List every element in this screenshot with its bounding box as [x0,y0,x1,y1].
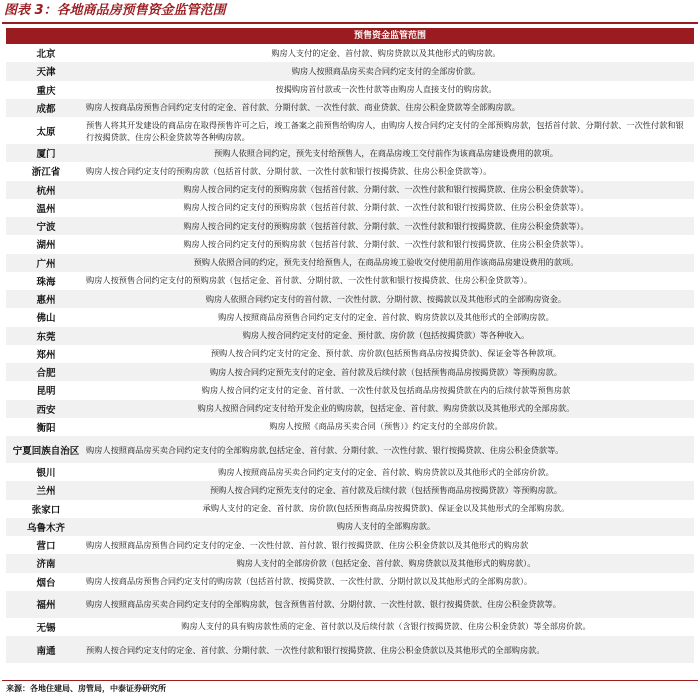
scope-cell: 预购人按合同约定支付的定金、预付款、房价款(包括预售商品房按揭贷款)、保证金等各种款项。 [210,348,562,359]
city-cell: 浙江省 [31,167,61,179]
city-cell: 衡阳 [36,422,56,434]
scope-cell: 购房人按照商品房预售合同约定支付的定金、首付款、购房贷款以及其他形式的全部购房款。 [218,311,554,322]
scope-cell: 购房人按商品房预售合同约定支付的购房款（包括首付款、按揭贷款、一次性付款、分期付款以及其他形式的全部购房款）。 [86,576,533,587]
table-row [6,573,694,591]
scope-cell: 购房人按合同约定预先支付的定金、首付款及后续付款（包括预售商品房按揭贷款）等预购房款。 [209,366,563,377]
city-cell: 银川 [36,468,56,480]
scope-cell: 购房人按照商品房买卖合同约定支付的全部购房款,包括定金、首付款、分期付款、一次性付款、银行按揭贷款、住房公积金贷款等。 [86,444,564,455]
scope-cell: 购房人按商品房预售合同约定支付的定金、首付款、分期付款、一次性付款、商业贷款、住房公积金贷款等全部购房款。 [86,102,520,113]
table-row [6,363,694,381]
table-row [6,536,694,554]
figure-title: 图表 3：各地商品房预售资金监管范围 [2,0,698,24]
city-cell: 营口 [36,541,56,553]
city-cell: 天津 [36,67,56,79]
table-row [6,272,694,290]
scope-cell: 购房人按照商品房买卖合同约定支付的全部房价款。 [291,65,481,76]
scope-cell: 预购人按合同约定支付的定金、首付款、分期付款、一次性付款和银行按揭贷款、住房公积金贷款以及其他形式的全部购房款。 [86,644,545,655]
city-cell: 福州 [36,600,56,612]
city-cell: 南通 [36,645,56,657]
table-row [6,345,694,363]
table-row [6,636,694,663]
table-row [6,181,694,199]
city-cell: 温州 [36,203,56,215]
scope-cell: 购房人按合同约定支付的定金、预付款、房价款（包括按揭贷款）等各种收入。 [242,330,530,341]
scope-cell: 预售人将其开发建设的商品房在取得预售许可之后，竣工备案之前预售给购房人，由购房人按合同约定支付的全部预购房款，包括首付款、分期付款、一次性付款和银行按揭贷款、住房公积金贷款等各种购房款。 [86,119,684,142]
scope-cell: 购房人按合同约定支付的定金、首付款、一次性付款及包括商品房按揭贷款在内的后续付款等预售房款 [201,384,571,395]
city-cell: 北京 [36,49,56,61]
scope-cell: 购房人支付的全部房价款（包括定金、首付款、购房贷款以及其他形式的购房款）。 [236,557,536,568]
scope-cell: 按揭购房首付款或一次性付款等由购房人直接支付的购房款。 [275,84,497,95]
city-cell: 惠州 [36,295,56,307]
city-cell: 张家口 [31,504,61,516]
table-header: 预售资金监管范围 [6,28,694,44]
scope-cell: 购房人支付的定金、首付款、购房贷款以及其他形式的购房款。 [271,47,501,58]
scope-cell: 购房人按合同约定支付的预购房款（包括首付款、分期付款、一次性付款和银行按揭贷款、住房公积金贷款等）。 [183,184,589,195]
scope-cell: 购房人依照合同约定支付的首付款、一次性付款、分期付款、按揭款以及其他形式的全部购房资金。 [205,293,567,304]
city-cell: 成都 [36,103,56,115]
scope-cell: 购房人按照商品房预售合同约定支付的定金、一次性付款、首付款、银行按揭贷款、住房公积金贷款以及其他形式的购房款 [86,539,529,550]
table-row [6,591,694,618]
table-row [6,44,694,62]
city-cell: 佛山 [36,313,56,325]
table-row [6,235,694,253]
city-cell: 东莞 [36,331,56,343]
scope-cell: 承购人支付的定金、首付款、房价款(包括预售商品房按揭贷款)、保证金以及其他形式的全部购房款。 [202,503,570,514]
source-note: 来源：各地住建局、房管局，中泰证券研究所 [2,680,698,698]
city-cell: 合肥 [36,368,56,380]
table-row [6,99,694,117]
scope-cell: 购房人按照《商品房买卖合同（预售）》约定支付的全部房价款。 [269,421,503,432]
city-cell: 厦门 [36,149,56,161]
table-row [6,254,694,272]
city-cell: 郑州 [36,349,56,361]
table-row [6,618,694,636]
city-cell: 广州 [36,258,56,270]
city-cell: 杭州 [36,185,56,197]
scope-cell: 购房人支付的具有购房款性质的定金、首付款以及后续付款（含银行按揭贷款、住房公积金贷款）等全部房价款。 [181,621,591,632]
city-cell: 乌鲁木齐 [26,522,65,534]
scope-cell: 购房人按合同约定支付的预购房款（包括首付款、分期付款、一次性付款和银行按揭贷款、住房公积金贷款等）。 [183,220,589,231]
table-row [6,518,694,536]
table-row [6,418,694,436]
city-cell: 宁波 [36,222,56,234]
scope-cell: 预购人依照合同的约定，预先支付给预售人，在商品房竣工验收交付使用前用作该商品房建设费用的款项。 [193,257,579,268]
scope-cell: 预购人按合同约定预先支付的定金、首付款及后续付款（包括预售商品房按揭贷款）等预购房款。 [209,484,563,495]
city-cell: 无锡 [36,622,56,634]
scope-cell: 购房人按照合同约定支付给开发企业的购房款，包括定金、首付款、购房贷款以及其他形式的全部房款。 [197,403,575,414]
table-row [6,554,694,572]
table-row [6,217,694,235]
scope-cell: 购房人按照商品房买卖合同约定支付的全部购房款，包含预售首付款、分期付款、一次性付款、银行按揭贷款、住房公积金贷款等。 [86,599,561,610]
supervision-table [6,44,694,663]
scope-cell: 购房人按合同约定支付的预购房款（包括首付款、分期付款、一次性付款和银行按揭贷款、住房公积金贷款等）。 [183,238,589,249]
scope-cell: 购房人按照商品房买卖合同约定支付的定金、首付款、购房贷款以及其他形式的全部房价款。 [218,466,554,477]
scope-cell: 购房人按预售合同约定支付的预购房款（包括定金、首付款、分期付款、一次性付款和银行按揭贷款、住房公积金贷款等）。 [86,275,533,286]
table-row [6,436,694,463]
table-row [6,327,694,345]
table-row [6,117,694,144]
city-cell: 兰州 [36,486,56,498]
city-cell: 济南 [36,559,56,571]
table-row [6,62,694,80]
table-row [6,290,694,308]
scope-cell: 购房人按合同约定支付的预购房款（包括首付款、分期付款、一次性付款和银行按揭贷款、住房公积金贷款等）。 [183,202,589,213]
table-row [6,144,694,162]
city-cell: 湖州 [36,240,56,252]
city-cell: 珠海 [36,276,56,288]
table-row [6,381,694,399]
table-row [6,481,694,499]
table-row [6,81,694,99]
table-row [6,463,694,481]
scope-cell: 预购人依照合同约定，预先支付给预售人，在商品房竣工交付前作为该商品房建设费用的款项。 [214,147,558,158]
table-row [6,500,694,518]
table-row [6,199,694,217]
table-row [6,308,694,326]
city-cell: 西安 [36,404,56,416]
city-cell: 太原 [36,126,56,138]
table-row [6,162,694,180]
city-cell: 重庆 [36,85,56,97]
scope-cell: 购房人支付的全部购房款。 [336,521,436,532]
city-cell: 宁夏回族自治区 [12,445,80,457]
city-cell: 烟台 [36,577,56,589]
scope-cell: 购房人按合同约定支付的预购房款（包括首付款、分期付款、一次性付款和银行按揭贷款、住房公积金贷款等）。 [86,165,492,176]
city-cell: 昆明 [36,386,56,398]
table-row [6,400,694,418]
